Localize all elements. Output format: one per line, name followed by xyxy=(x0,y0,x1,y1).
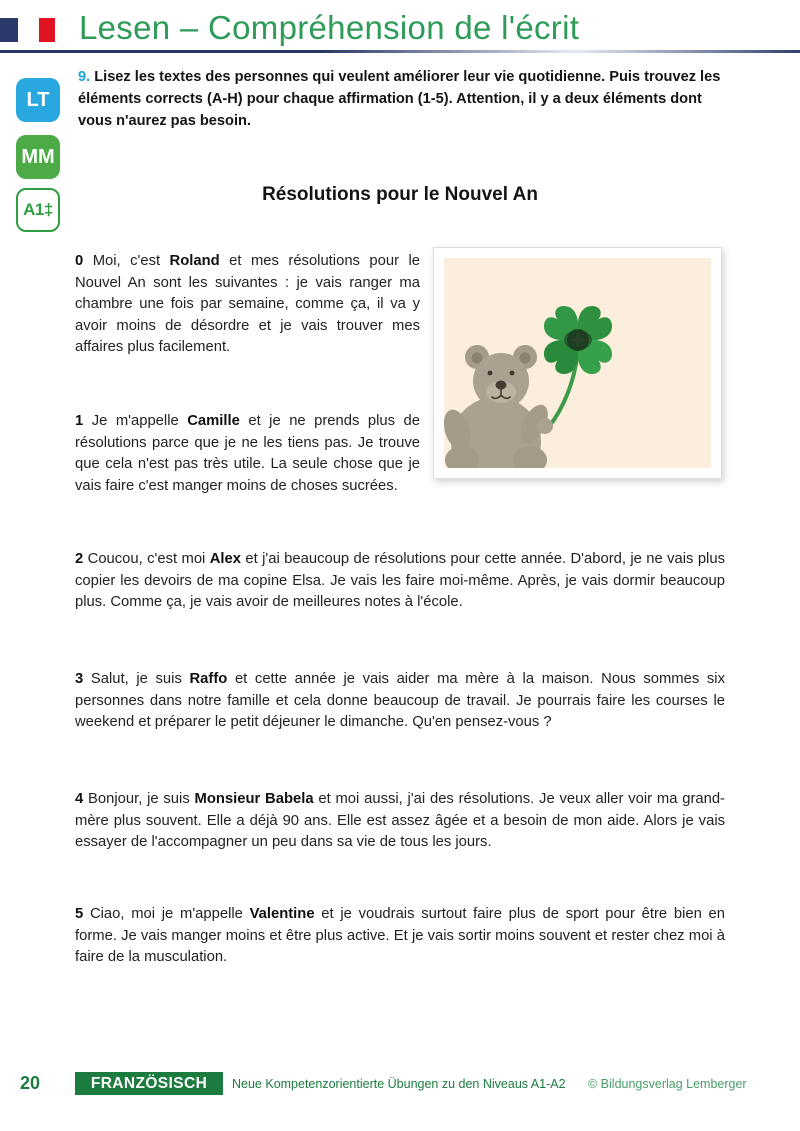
paragraph-1-number: 1 xyxy=(75,413,84,429)
french-flag-blue-stripe-icon xyxy=(0,18,18,42)
paragraph-1-text-cont: et je ne prends plus de résolutions parce que je ne les tiens pas. Je trouve que cela n'est pas très utile. La seule chose que je vais faire c'est manger moins de choses sucrées. xyxy=(75,413,420,494)
paragraph-5-text-cont: et je voudrais surtout faire plus de sport pour être bien en forme. Je vais manger moins et être plus active. Et je vais sortir moins souvent et rester chez moi à faire de la musculation. xyxy=(75,906,725,966)
paragraph-3-number: 3 xyxy=(75,671,84,687)
paragraph-5-number: 5 xyxy=(75,906,84,922)
paragraph-1-name: Camille xyxy=(187,413,240,429)
task-number: 9. xyxy=(78,69,91,85)
task-instruction xyxy=(78,66,730,132)
paragraph-3 xyxy=(75,669,725,734)
task-text: Lisez les textes des personnes qui veulent améliorer leur vie quotidienne. Puis trouvez les éléments corrects (A-H) pour chaque affirmation (1-5). Attention, il y a deux éléments dont vous n'aurez pas besoin. xyxy=(78,69,721,129)
paragraph-0-text: Moi, c'est xyxy=(83,253,170,269)
paragraph-4-name: Monsieur Babela xyxy=(194,791,314,807)
photo-frame xyxy=(433,247,722,479)
paragraph-2-text-cont: et j'ai beaucoup de résolutions pour cette année. D'abord, je ne vais plus copier les devoirs de ma copine Elsa. Je vais les faire moi-même. Après, je vais dormir beaucoup plus. Comme ça, je vais avoir de meilleures notes à l'école. xyxy=(75,551,725,611)
worksheet-title: Résolutions pour le Nouvel An xyxy=(262,184,538,205)
teddy-bear-clover-photo xyxy=(444,258,711,468)
paragraph-0-text-cont: et mes résolutions pour le Nouvel An sont les suivantes : je vais ranger ma chambre une fois par semaine, comme ça, il va y avoir moins de désordre et je vais trouver mes affaires plus facilement. xyxy=(75,253,420,356)
header-divider xyxy=(0,50,800,53)
paragraph-4-number: 4 xyxy=(75,791,84,807)
paragraph-2-number: 2 xyxy=(75,551,84,567)
footer-subject-badge xyxy=(75,1072,223,1095)
paragraph-4-text-cont: et moi aussi, j'ai des résolutions. Je veux aller voir ma grand-mère plus souvent. Elle a déjà 90 ans. Elle est assez âgée et a besoin de mon aide. Alors je vais essayer de l'accompagner un peu dans sa vie de tous les jours. xyxy=(75,791,725,851)
paragraph-4 xyxy=(75,789,725,854)
paragraph-5-name: Valentine xyxy=(249,906,315,922)
page-title: Lesen – Compréhension de l'écrit xyxy=(79,9,580,46)
paragraph-2-name: Alex xyxy=(209,551,241,567)
paragraph-3-name: Raffo xyxy=(189,671,228,687)
paragraph-1 xyxy=(75,411,420,497)
french-flag-red-stripe-icon xyxy=(39,18,55,42)
badge-lt xyxy=(16,78,60,122)
paragraph-4-text: Bonjour, je suis xyxy=(83,791,195,807)
badge-mm-label: MM xyxy=(21,145,55,168)
footer-page-number: 20 xyxy=(20,1073,41,1093)
paragraph-0 xyxy=(75,251,420,359)
footer-series-title: Neue Kompetenzorientierte Übungen zu den Niveaus A1-A2 xyxy=(232,1077,566,1091)
paragraph-5-text: Ciao, moi je m'appelle xyxy=(83,906,250,922)
footer-subject-label: FRANZÖSISCH xyxy=(90,1074,208,1092)
paragraph-5 xyxy=(75,904,725,969)
badge-a1-label: A1‡ xyxy=(23,200,53,219)
badge-lt-label: LT xyxy=(26,88,50,111)
badge-mm xyxy=(16,135,60,179)
paragraph-2-text: Coucou, c'est moi xyxy=(83,551,210,567)
paragraph-2 xyxy=(75,549,725,614)
paragraph-1-text: Je m'appelle xyxy=(83,413,188,429)
paragraph-3-text: Salut, je suis xyxy=(83,671,190,687)
paragraph-3-text-cont: et cette année je vais aider ma mère à la maison. Nous sommes six personnes dans notre famille et cela donne beaucoup de travail. Je pourrais faire les courses le weekend et préparer le petit déjeuner le dimanche. Qu'en pensez-vous ? xyxy=(75,671,725,731)
paragraph-0-number: 0 xyxy=(75,253,84,269)
paragraph-0-name: Roland xyxy=(169,253,220,269)
badge-a1-level xyxy=(16,188,60,232)
footer-copyright: © Bildungsverlag Lemberger xyxy=(588,1077,747,1091)
teddy-bear-clover-illustration xyxy=(444,258,711,468)
